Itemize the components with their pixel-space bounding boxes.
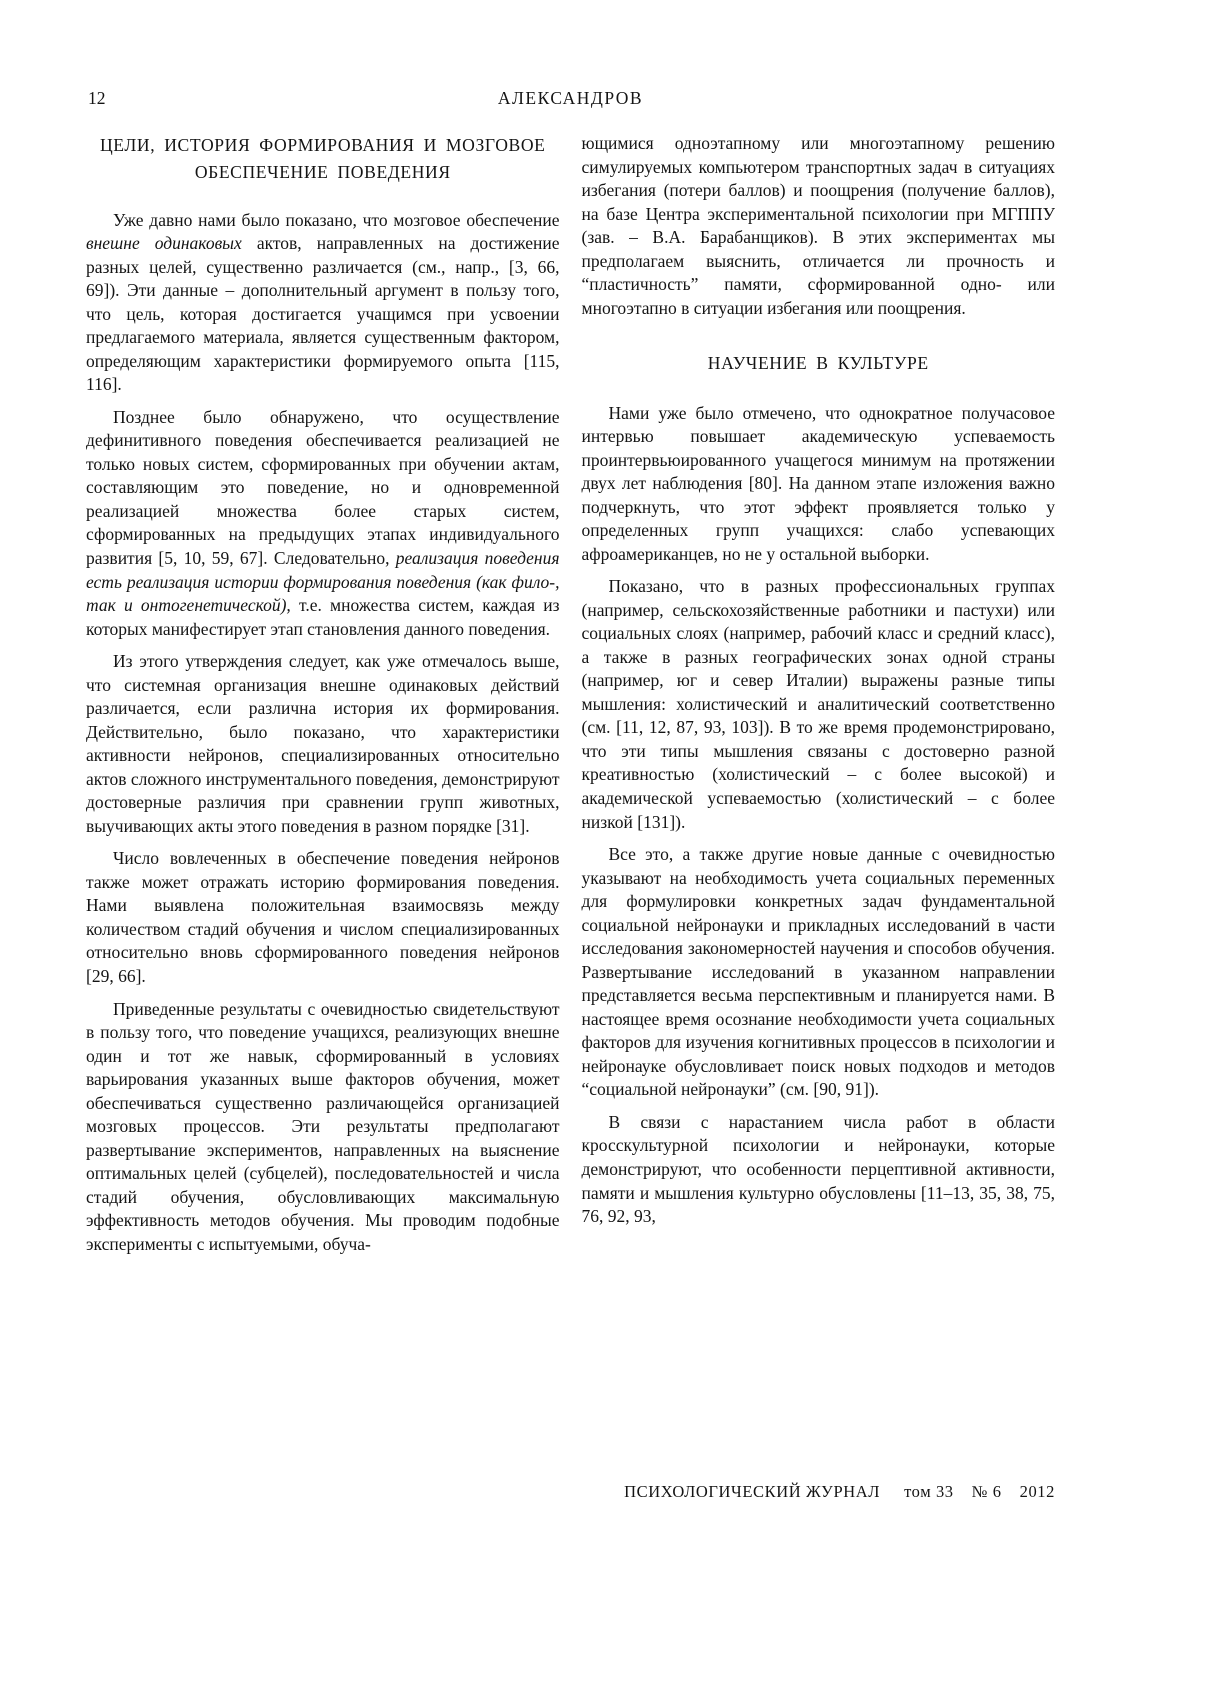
paragraph bbox=[86, 209, 560, 397]
right-column bbox=[582, 132, 1056, 1256]
text-run: Все это, а также другие новые данные с очевидностью указывают на необходимость учета социальных переменных для формулировки конкретных задач фундаментальной социальной нейронауки и прикладных исследований в части исследования закономерностей научения и способов обучения. Развертывание исследований в указанном направлении представляется весьма перспективным и планируется нами. В настоящее время осознание необходимости учета социальных факторов для изучения когнитивных процессов в психологии и нейронауке обусловливает поиск новых подходов и методов “социальной нейронауки” (см. [90, 91]). bbox=[581, 844, 1055, 1100]
page-header bbox=[86, 88, 1055, 114]
section-heading-culture: НАУЧЕНИЕ В КУЛЬТУРЕ bbox=[707, 353, 929, 374]
footer-year: 2012 bbox=[1019, 1482, 1055, 1501]
text-run: Показано, что в разных профессиональных группах (например, сельскохозяйственные работники и пастухи) или социальных слоях (например, рабочий класс и средний класс), а также в разных географических зонах одной страны (например, юг и север Италии) выражены разные типы мышления: холистический и аналитический соответственно (см. [11, 12, 87, 93, 103]). В то же время продемонстрировано, что эти типы мышления связаны с достоверно разной креативностью (холистический – с более высокой) и академической успеваемостью (холистический – с более низкой [131]). bbox=[581, 576, 1055, 832]
text-run: В связи с нарастанием числа работ в области кросскультурной психологии и нейронауки, которые демонстрируют, что особенности перцептивной активности, памяти и мышления культурно обусловлены [11–13, 35, 38, 75, 76, 92, 93, bbox=[581, 1111, 1055, 1227]
page-number: 12 bbox=[88, 88, 106, 108]
left-column bbox=[86, 132, 560, 1256]
page-footer bbox=[624, 1482, 1055, 1502]
italic-text-run: реализация поведения есть реализация истории формирования поведения (как фило-, так и онтогенетической), bbox=[86, 547, 560, 616]
text-run: Число вовлеченных в обеспечение поведения нейронов также может отражать историю формирования поведения. Нами выявлена положительная взаимосвязь между количеством стадий обучения и числом специализированных относительно вновь сформированного поведения нейронов [29, 66]. bbox=[86, 848, 560, 986]
paragraph bbox=[86, 847, 560, 988]
text-run: актов, направленных на достижение разных целей, существенно различается (см., напр., [3, 66, 69]). Эти данные – дополнительный аргумент в пользу того, что цель, которая достигается учащимся при усвоении предлагаемого материала, является существенным фактором, определяющим характеристики формируемого опыта [115, 116]. bbox=[86, 233, 560, 395]
running-head: АЛЕКСАНДРОВ bbox=[497, 88, 644, 108]
text-run: Приведенные результаты с очевидностью свидетельствуют в пользу того, что поведение учащихся, реализующих внешне один и тот же навык, сформированный в условиях варьирования указанных выше факторов обучения, может обеспечиваться существенно различающейся организацией мозговых процессов. Эти результаты предполагают развертывание экспериментов, направленных на выяснение оптимальных целей (субцелей), последовательностей и числа стадий обучения, обусловливающих максимальную эффективность методов обучения. Мы проводим подобные эксперименты с испытуемыми, обуча- bbox=[86, 998, 560, 1254]
left-column-text bbox=[86, 209, 560, 1257]
section-heading-goals: ЦЕЛИ, ИСТОРИЯ ФОРМИРОВАНИЯ И МОЗГОВОЕ ОБЕСПЕЧЕНИЕ ПОВЕДЕНИЯ bbox=[99, 135, 546, 183]
text-run: ющимися одноэтапному или многоэтапному решению симулируемых компьютером транспортных задач в ситуациях избегания (потери баллов) и поощрения (получение баллов), на базе Центра экспериментальной психологии при МГППУ (зав. – В.А. Барабанщиков). В этих экспериментах мы предполагаем выяснить, отличается ли прочность и “пластичность” памяти, сформированной одно- или многоэтапно в ситуации избегания или поощрения. bbox=[581, 133, 1055, 318]
footer-volume: том 33 bbox=[904, 1482, 954, 1501]
text-run: Уже давно нами было показано, что мозговое обеспечение bbox=[113, 209, 560, 230]
paragraph bbox=[86, 650, 560, 838]
paragraph bbox=[582, 575, 1056, 834]
two-column-body bbox=[86, 132, 1055, 1256]
italic-text-run: внешне одинаковых bbox=[86, 233, 242, 254]
paragraph bbox=[582, 402, 1056, 567]
paragraph bbox=[86, 998, 560, 1257]
right-column-text-after bbox=[582, 402, 1056, 1229]
paragraph bbox=[582, 843, 1056, 1102]
paragraph bbox=[582, 132, 1056, 320]
text-run: Позднее было обнаружено, что осуществление дефинитивного поведения обеспечивается реализацией не только новых систем, сформированных при обучении актам, составляющим это поведение, но и одновременной реализацией множества более старых систем, сформированных на предыдущих этапах индивидуального развития [5, 10, 59, 67]. Следовательно, bbox=[86, 406, 560, 568]
footer-issue: № 6 bbox=[971, 1482, 1002, 1501]
text-run: Нами уже было отмечено, что однократное получасовое интервью повышает академическую успеваемость проинтервьюированного учащегося минимум на протяжении двух лет наблюдения [80]. На данном этапе изложения важно подчеркнуть, что этот эффект проявляется только у определенных групп учащихся: слабо успевающих афроамериканцев, но не у остальной выборки. bbox=[581, 402, 1055, 564]
text-run: Из этого утверждения следует, как уже отмечалось выше, что системная организация внешне одинаковых действий различается, если различна история их формирования. Действительно, было показано, что характеристики активности нейронов, специализированных относительно актов сложного инструментального поведения, демонстрируют достоверные различия при сравнении групп животных, выучивающих акты этого поведения в разном порядке [31]. bbox=[86, 651, 560, 836]
right-column-text-before bbox=[582, 132, 1056, 320]
paragraph bbox=[86, 406, 560, 641]
paragraph bbox=[582, 1111, 1056, 1229]
footer-journal-title: ПСИХОЛОГИЧЕСКИЙ ЖУРНАЛ bbox=[624, 1482, 881, 1501]
text-run: т.е. множества систем, каждая из которых манифестирует этап становления данного поведения. bbox=[86, 595, 560, 639]
